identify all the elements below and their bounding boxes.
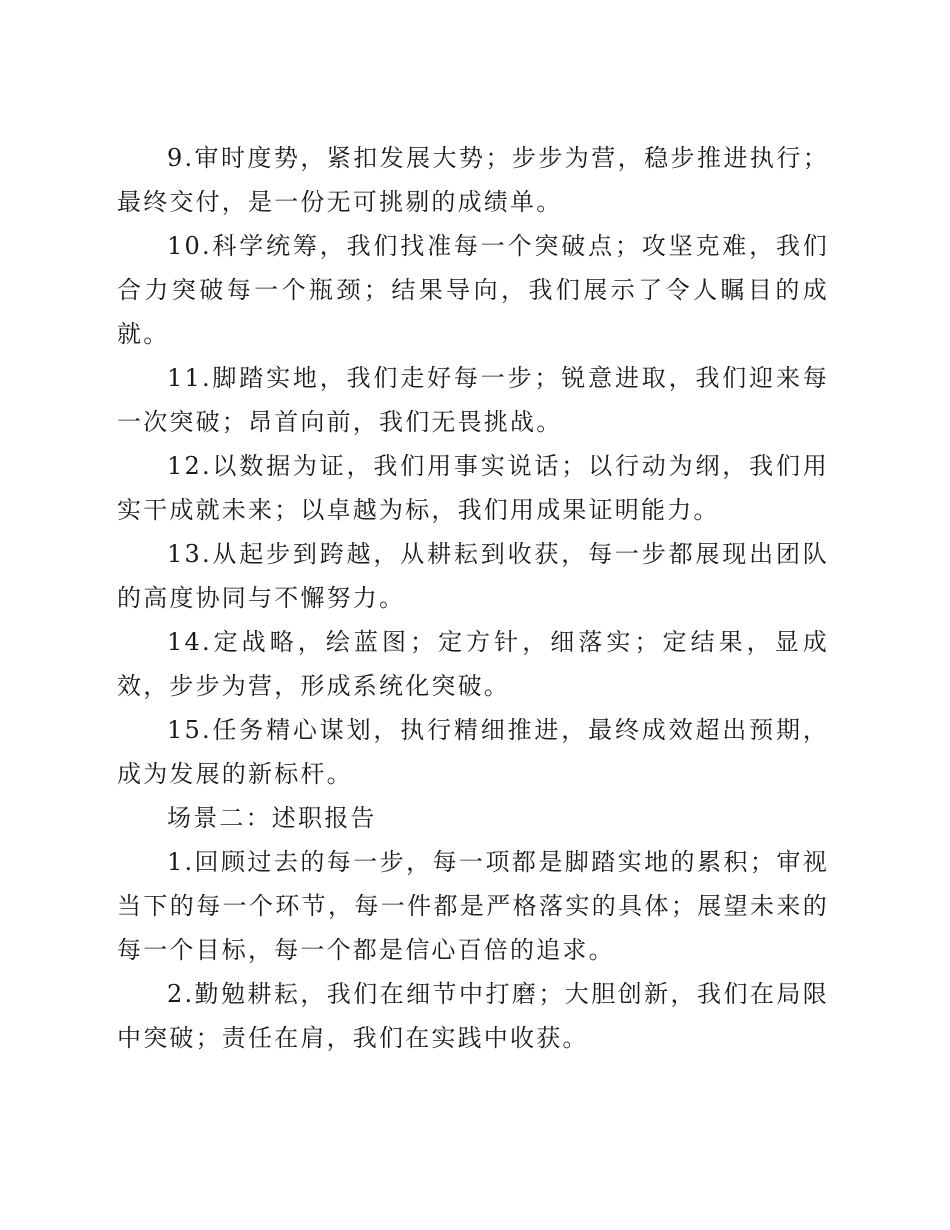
paragraph-item-13: 13.从起步到跨越，从耕耘到收获，每一步都展现出团队的高度协同与不懈努力。 — [117, 540, 829, 612]
paragraph-item-15: 15.任务精心谋划，执行精细推进，最终成效超出预期，成为发展的新标杆。 — [117, 716, 829, 788]
paragraph-item-10: 10.科学统筹，我们找准每一个突破点；攻坚克难，我们合力突破每一个瓶颈；结果导向，我们展示了令人瞩目的成就。 — [117, 232, 829, 348]
paragraph-item-9: 9.审时度势，紧扣发展大势；步步为营，稳步推进执行；最终交付，是一份无可挑剔的成绩单。 — [117, 144, 829, 216]
paragraph-item-1: 1.回顾过去的每一步，每一项都是脚踏实地的累积；审视当下的每一个环节，每一件都是严格落实的具体；展望未来的每一个目标，每一个都是信心百倍的追求。 — [117, 848, 829, 964]
paragraph-item-12: 12.以数据为证，我们用事实说话；以行动为纲，我们用实干成就未来；以卓越为标，我们用成果证明能力。 — [117, 452, 829, 524]
paragraph-item-14: 14.定战略，绘蓝图；定方针，细落实；定结果，显成效，步步为营，形成系统化突破。 — [117, 628, 829, 700]
paragraph-item-11: 11.脚踏实地，我们走好每一步；锐意进取，我们迎来每一次突破；昂首向前，我们无畏挑战。 — [117, 364, 829, 436]
document-body — [117, 136, 829, 1060]
paragraph-item-2: 2.勤勉耕耘，我们在细节中打磨；大胆创新，我们在局限中突破；责任在肩，我们在实践中收获。 — [117, 980, 829, 1052]
section-heading-scene-two: 场景二：述职报告 — [167, 804, 377, 832]
